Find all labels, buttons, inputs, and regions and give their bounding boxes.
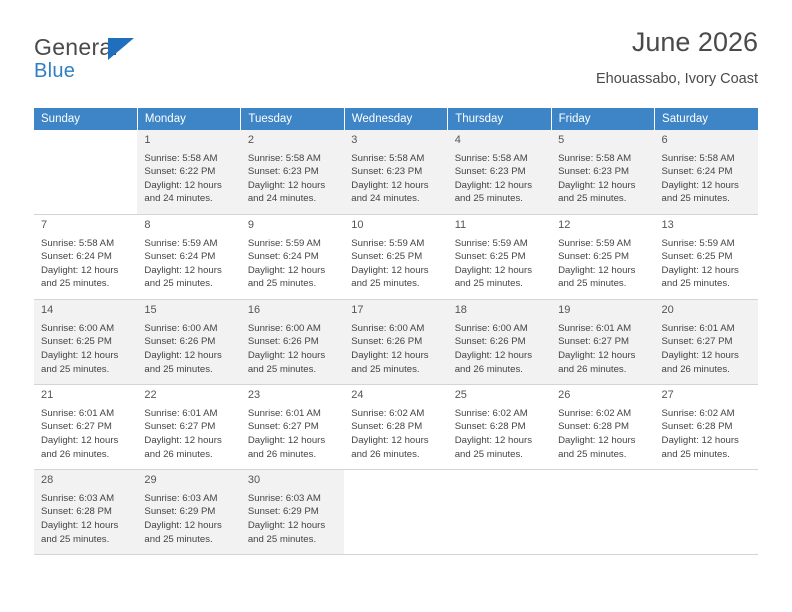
day-info-line: and 25 minutes.	[247, 533, 317, 545]
day-info-line: Daylight: 12 hours	[41, 349, 119, 361]
day-info-line: Sunset: 6:24 PM	[661, 166, 733, 178]
day-number: 15	[144, 304, 157, 317]
day-info-line: Sunrise: 5:59 AM	[144, 237, 218, 249]
day-info-line: Sunset: 6:22 PM	[144, 166, 216, 178]
calendar-day-cell	[551, 300, 654, 385]
calendar-day-cell	[137, 215, 240, 300]
day-number: 24	[351, 389, 364, 402]
day-number: 26	[558, 389, 571, 402]
day-number: 13	[661, 219, 674, 232]
day-number: 10	[351, 219, 364, 232]
day-info-line: Sunset: 6:23 PM	[454, 166, 526, 178]
day-info-line: Sunset: 6:25 PM	[661, 251, 733, 263]
day-info-line: Daylight: 12 hours	[454, 434, 533, 446]
day-info-line: Sunset: 6:27 PM	[247, 421, 319, 433]
calendar-body	[34, 130, 758, 555]
day-number: 21	[41, 389, 54, 402]
calendar-day-cell	[448, 385, 551, 470]
day-info-line: Daylight: 12 hours	[661, 179, 739, 191]
day-info-line: and 25 minutes.	[351, 278, 420, 290]
day-info-line: Sunrise: 5:59 AM	[247, 237, 321, 249]
calendar-cell-empty	[34, 130, 137, 215]
day-info-line: and 25 minutes.	[41, 533, 110, 545]
day-info-line: Daylight: 12 hours	[351, 349, 429, 361]
calendar-week-row	[34, 130, 758, 215]
day-info-line: and 26 minutes.	[454, 363, 523, 375]
day-info-line: Daylight: 12 hours	[144, 179, 222, 191]
calendar-day-cell	[448, 215, 551, 300]
day-info-line: and 26 minutes.	[144, 448, 213, 460]
day-info-line: Sunrise: 6:00 AM	[144, 322, 218, 334]
day-info-line: Daylight: 12 hours	[454, 349, 533, 361]
day-info-line: Sunset: 6:24 PM	[144, 251, 216, 263]
day-info-line: Sunset: 6:27 PM	[144, 421, 216, 433]
calendar-day-cell	[448, 300, 551, 385]
day-info-line: Daylight: 12 hours	[558, 349, 636, 361]
logo-text-general: General	[34, 34, 118, 60]
day-info-line: Sunrise: 5:58 AM	[454, 152, 528, 164]
calendar-day-cell	[241, 385, 344, 470]
day-info-line: and 24 minutes.	[351, 193, 420, 205]
column-header-wednesday: Wednesday	[344, 108, 447, 130]
calendar-day-cell	[551, 215, 654, 300]
day-info-line: Daylight: 12 hours	[454, 179, 533, 191]
day-info-line: and 25 minutes.	[144, 363, 213, 375]
day-info-line: and 26 minutes.	[247, 448, 317, 460]
day-info-line: Sunset: 6:27 PM	[661, 336, 733, 348]
day-info-line: Daylight: 12 hours	[144, 349, 222, 361]
day-number: 28	[41, 474, 54, 487]
calendar-day-cell	[655, 385, 758, 470]
day-info-line: and 25 minutes.	[661, 448, 730, 460]
calendar-cell-empty	[448, 470, 551, 555]
column-header-saturday: Saturday	[655, 108, 758, 130]
day-info-line: Sunrise: 6:03 AM	[247, 492, 321, 504]
day-info-line: Daylight: 12 hours	[144, 434, 222, 446]
day-info-line: Sunrise: 5:58 AM	[144, 152, 218, 164]
generalblue-logo	[34, 28, 118, 81]
day-info-line: Sunrise: 6:01 AM	[558, 322, 632, 334]
day-info-line: Sunrise: 6:02 AM	[454, 407, 528, 419]
day-info-line: Sunrise: 6:02 AM	[661, 407, 735, 419]
day-number: 1	[144, 134, 151, 146]
calendar-day-cell	[34, 385, 137, 470]
day-number: 6	[661, 134, 668, 146]
calendar-week-row	[34, 385, 758, 470]
column-header-tuesday: Tuesday	[241, 108, 344, 130]
calendar-week-row	[34, 470, 758, 555]
day-info-line: Sunrise: 6:00 AM	[247, 322, 321, 334]
day-number: 12	[558, 219, 571, 232]
day-info-line: and 25 minutes.	[247, 278, 317, 290]
calendar-day-cell	[551, 130, 654, 215]
day-number: 14	[41, 304, 54, 317]
day-info-line: Sunrise: 5:59 AM	[558, 237, 632, 249]
day-info-line: Sunrise: 5:58 AM	[661, 152, 735, 164]
day-info-line: and 25 minutes.	[144, 533, 213, 545]
day-info-line: and 25 minutes.	[247, 363, 317, 375]
day-info-line: and 25 minutes.	[351, 363, 420, 375]
column-header-sunday: Sunday	[34, 108, 137, 130]
day-number: 30	[247, 474, 261, 487]
day-info-line: Daylight: 12 hours	[41, 264, 119, 276]
day-info-line: and 26 minutes.	[558, 363, 627, 375]
day-info-line: and 25 minutes.	[661, 278, 730, 290]
day-info-line: Sunset: 6:29 PM	[247, 506, 319, 518]
calendar-day-cell	[344, 385, 447, 470]
location-subtitle: Ehouassabo, Ivory Coast	[595, 70, 758, 87]
day-number: 5	[558, 134, 565, 146]
day-info-line: Daylight: 12 hours	[558, 434, 636, 446]
column-header-monday: Monday	[137, 108, 240, 130]
calendar-day-cell	[344, 215, 447, 300]
calendar-day-cell	[137, 300, 240, 385]
day-info-line: Daylight: 12 hours	[661, 264, 739, 276]
day-info-line: Sunrise: 6:01 AM	[661, 322, 735, 334]
calendar-day-cell	[241, 470, 344, 555]
calendar-cell-empty	[551, 470, 654, 555]
day-info-line: and 24 minutes.	[144, 193, 213, 205]
day-info-line: Daylight: 12 hours	[144, 264, 222, 276]
calendar-cell-empty	[344, 470, 447, 555]
day-info-line: and 25 minutes.	[454, 278, 523, 290]
day-info-line: Daylight: 12 hours	[351, 264, 429, 276]
day-info-line: Sunset: 6:29 PM	[144, 506, 216, 518]
day-info-line: Sunset: 6:26 PM	[454, 336, 526, 348]
day-info-line: Daylight: 12 hours	[247, 349, 326, 361]
calendar-header-row	[34, 108, 758, 130]
column-header-thursday: Thursday	[448, 108, 551, 130]
day-info-line: Daylight: 12 hours	[558, 264, 636, 276]
calendar-day-cell	[241, 215, 344, 300]
day-info-line: Sunrise: 6:00 AM	[454, 322, 528, 334]
day-info-line: Daylight: 12 hours	[247, 434, 326, 446]
day-info-line: Sunset: 6:25 PM	[41, 336, 112, 348]
day-info-line: Sunrise: 6:01 AM	[247, 407, 321, 419]
day-info-line: and 26 minutes.	[41, 448, 110, 460]
flag-icon	[108, 38, 134, 60]
day-number: 20	[661, 304, 674, 317]
day-info-line: and 25 minutes.	[454, 448, 523, 460]
day-info-line: Daylight: 12 hours	[661, 349, 739, 361]
day-info-line: Sunset: 6:28 PM	[661, 421, 733, 433]
calendar-cell-empty	[655, 470, 758, 555]
column-header-friday: Friday	[551, 108, 654, 130]
day-info-line: Sunrise: 6:02 AM	[558, 407, 632, 419]
day-number: 9	[247, 219, 254, 232]
day-info-line: Sunset: 6:27 PM	[41, 421, 112, 433]
calendar-day-cell	[34, 470, 137, 555]
day-info-line: Sunrise: 6:01 AM	[144, 407, 218, 419]
calendar-day-cell	[34, 300, 137, 385]
calendar-day-cell	[34, 215, 137, 300]
day-number: 8	[144, 219, 151, 232]
day-info-line: and 25 minutes.	[558, 278, 627, 290]
calendar-day-cell	[241, 300, 344, 385]
day-info-line: and 25 minutes.	[454, 193, 523, 205]
day-info-line: Sunrise: 5:59 AM	[661, 237, 735, 249]
day-info-line: Sunset: 6:25 PM	[558, 251, 630, 263]
calendar-day-cell	[551, 385, 654, 470]
day-number: 18	[454, 304, 467, 317]
day-info-line: Sunset: 6:28 PM	[351, 421, 423, 433]
day-info-line: Daylight: 12 hours	[247, 520, 326, 532]
day-info-line: Sunset: 6:24 PM	[41, 251, 112, 263]
day-info-line: and 25 minutes.	[41, 363, 110, 375]
calendar-day-cell	[655, 300, 758, 385]
day-info-line: and 26 minutes.	[351, 448, 420, 460]
day-info-line: and 25 minutes.	[558, 193, 627, 205]
day-number: 19	[558, 304, 571, 317]
day-info-line: and 25 minutes.	[41, 278, 110, 290]
day-info-line: and 25 minutes.	[144, 278, 213, 290]
day-number: 23	[247, 389, 261, 402]
day-number: 25	[454, 389, 467, 402]
day-info-line: Sunrise: 5:58 AM	[41, 237, 115, 249]
day-info-line: Daylight: 12 hours	[144, 520, 222, 532]
day-info-line: Sunset: 6:26 PM	[144, 336, 216, 348]
calendar-week-row	[34, 215, 758, 300]
day-info-line: Sunset: 6:26 PM	[351, 336, 423, 348]
day-number: 29	[144, 474, 157, 487]
calendar-day-cell	[655, 215, 758, 300]
day-info-line: Sunset: 6:24 PM	[247, 251, 319, 263]
calendar-day-cell	[655, 130, 758, 215]
day-info-line: Sunrise: 5:59 AM	[351, 237, 425, 249]
calendar-day-cell	[448, 130, 551, 215]
calendar-day-cell	[241, 130, 344, 215]
day-info-line: Daylight: 12 hours	[247, 264, 326, 276]
day-info-line: Sunset: 6:28 PM	[454, 421, 526, 433]
day-info-line: Sunset: 6:26 PM	[247, 336, 319, 348]
day-number: 27	[661, 389, 674, 402]
day-info-line: Daylight: 12 hours	[454, 264, 533, 276]
day-info-line: Sunset: 6:28 PM	[558, 421, 630, 433]
day-number: 2	[247, 134, 254, 146]
day-number: 3	[351, 134, 358, 146]
calendar-day-cell	[344, 300, 447, 385]
day-number: 17	[351, 304, 364, 317]
day-info-line: and 24 minutes.	[247, 193, 317, 205]
day-number: 11	[454, 219, 467, 232]
logo-text-blue: Blue	[34, 60, 76, 82]
day-info-line: and 26 minutes.	[661, 363, 730, 375]
day-info-line: Daylight: 12 hours	[41, 520, 119, 532]
day-info-line: Sunrise: 5:58 AM	[351, 152, 425, 164]
title-block	[596, 28, 758, 87]
day-info-line: Sunrise: 5:59 AM	[454, 237, 528, 249]
day-info-line: Sunset: 6:25 PM	[351, 251, 423, 263]
calendar-day-cell	[137, 470, 240, 555]
day-info-line: Sunrise: 6:00 AM	[351, 322, 425, 334]
day-info-line: Daylight: 12 hours	[247, 179, 326, 191]
page-header	[34, 28, 758, 96]
day-info-line: Sunrise: 5:58 AM	[247, 152, 321, 164]
day-info-line: Sunrise: 6:01 AM	[41, 407, 115, 419]
day-number: 4	[454, 134, 461, 146]
day-info-line: Daylight: 12 hours	[41, 434, 119, 446]
calendar-day-cell	[137, 130, 240, 215]
day-number: 16	[247, 304, 261, 317]
day-info-line: Daylight: 12 hours	[351, 179, 429, 191]
day-info-line: and 25 minutes.	[661, 193, 730, 205]
day-info-line: Sunset: 6:28 PM	[41, 506, 112, 518]
day-info-line: Sunset: 6:23 PM	[558, 166, 630, 178]
day-info-line: Sunrise: 6:03 AM	[144, 492, 218, 504]
page-title: June 2026	[631, 27, 758, 57]
day-info-line: Daylight: 12 hours	[558, 179, 636, 191]
day-number: 7	[41, 219, 48, 232]
day-info-line: Sunrise: 6:02 AM	[351, 407, 425, 419]
day-info-line: Sunset: 6:25 PM	[454, 251, 526, 263]
calendar-week-row	[34, 300, 758, 385]
day-info-line: Daylight: 12 hours	[661, 434, 739, 446]
day-info-line: Sunrise: 6:03 AM	[41, 492, 115, 504]
day-info-line: Daylight: 12 hours	[351, 434, 429, 446]
day-info-line: Sunrise: 5:58 AM	[558, 152, 632, 164]
day-info-line: Sunrise: 6:00 AM	[41, 322, 115, 334]
day-info-line: and 25 minutes.	[558, 448, 627, 460]
calendar-day-cell	[344, 130, 447, 215]
day-info-line: Sunset: 6:27 PM	[558, 336, 630, 348]
calendar-day-cell	[137, 385, 240, 470]
day-number: 22	[144, 389, 157, 402]
day-info-line: Sunset: 6:23 PM	[247, 166, 319, 178]
calendar-table	[34, 108, 758, 555]
day-info-line: Sunset: 6:23 PM	[351, 166, 423, 178]
